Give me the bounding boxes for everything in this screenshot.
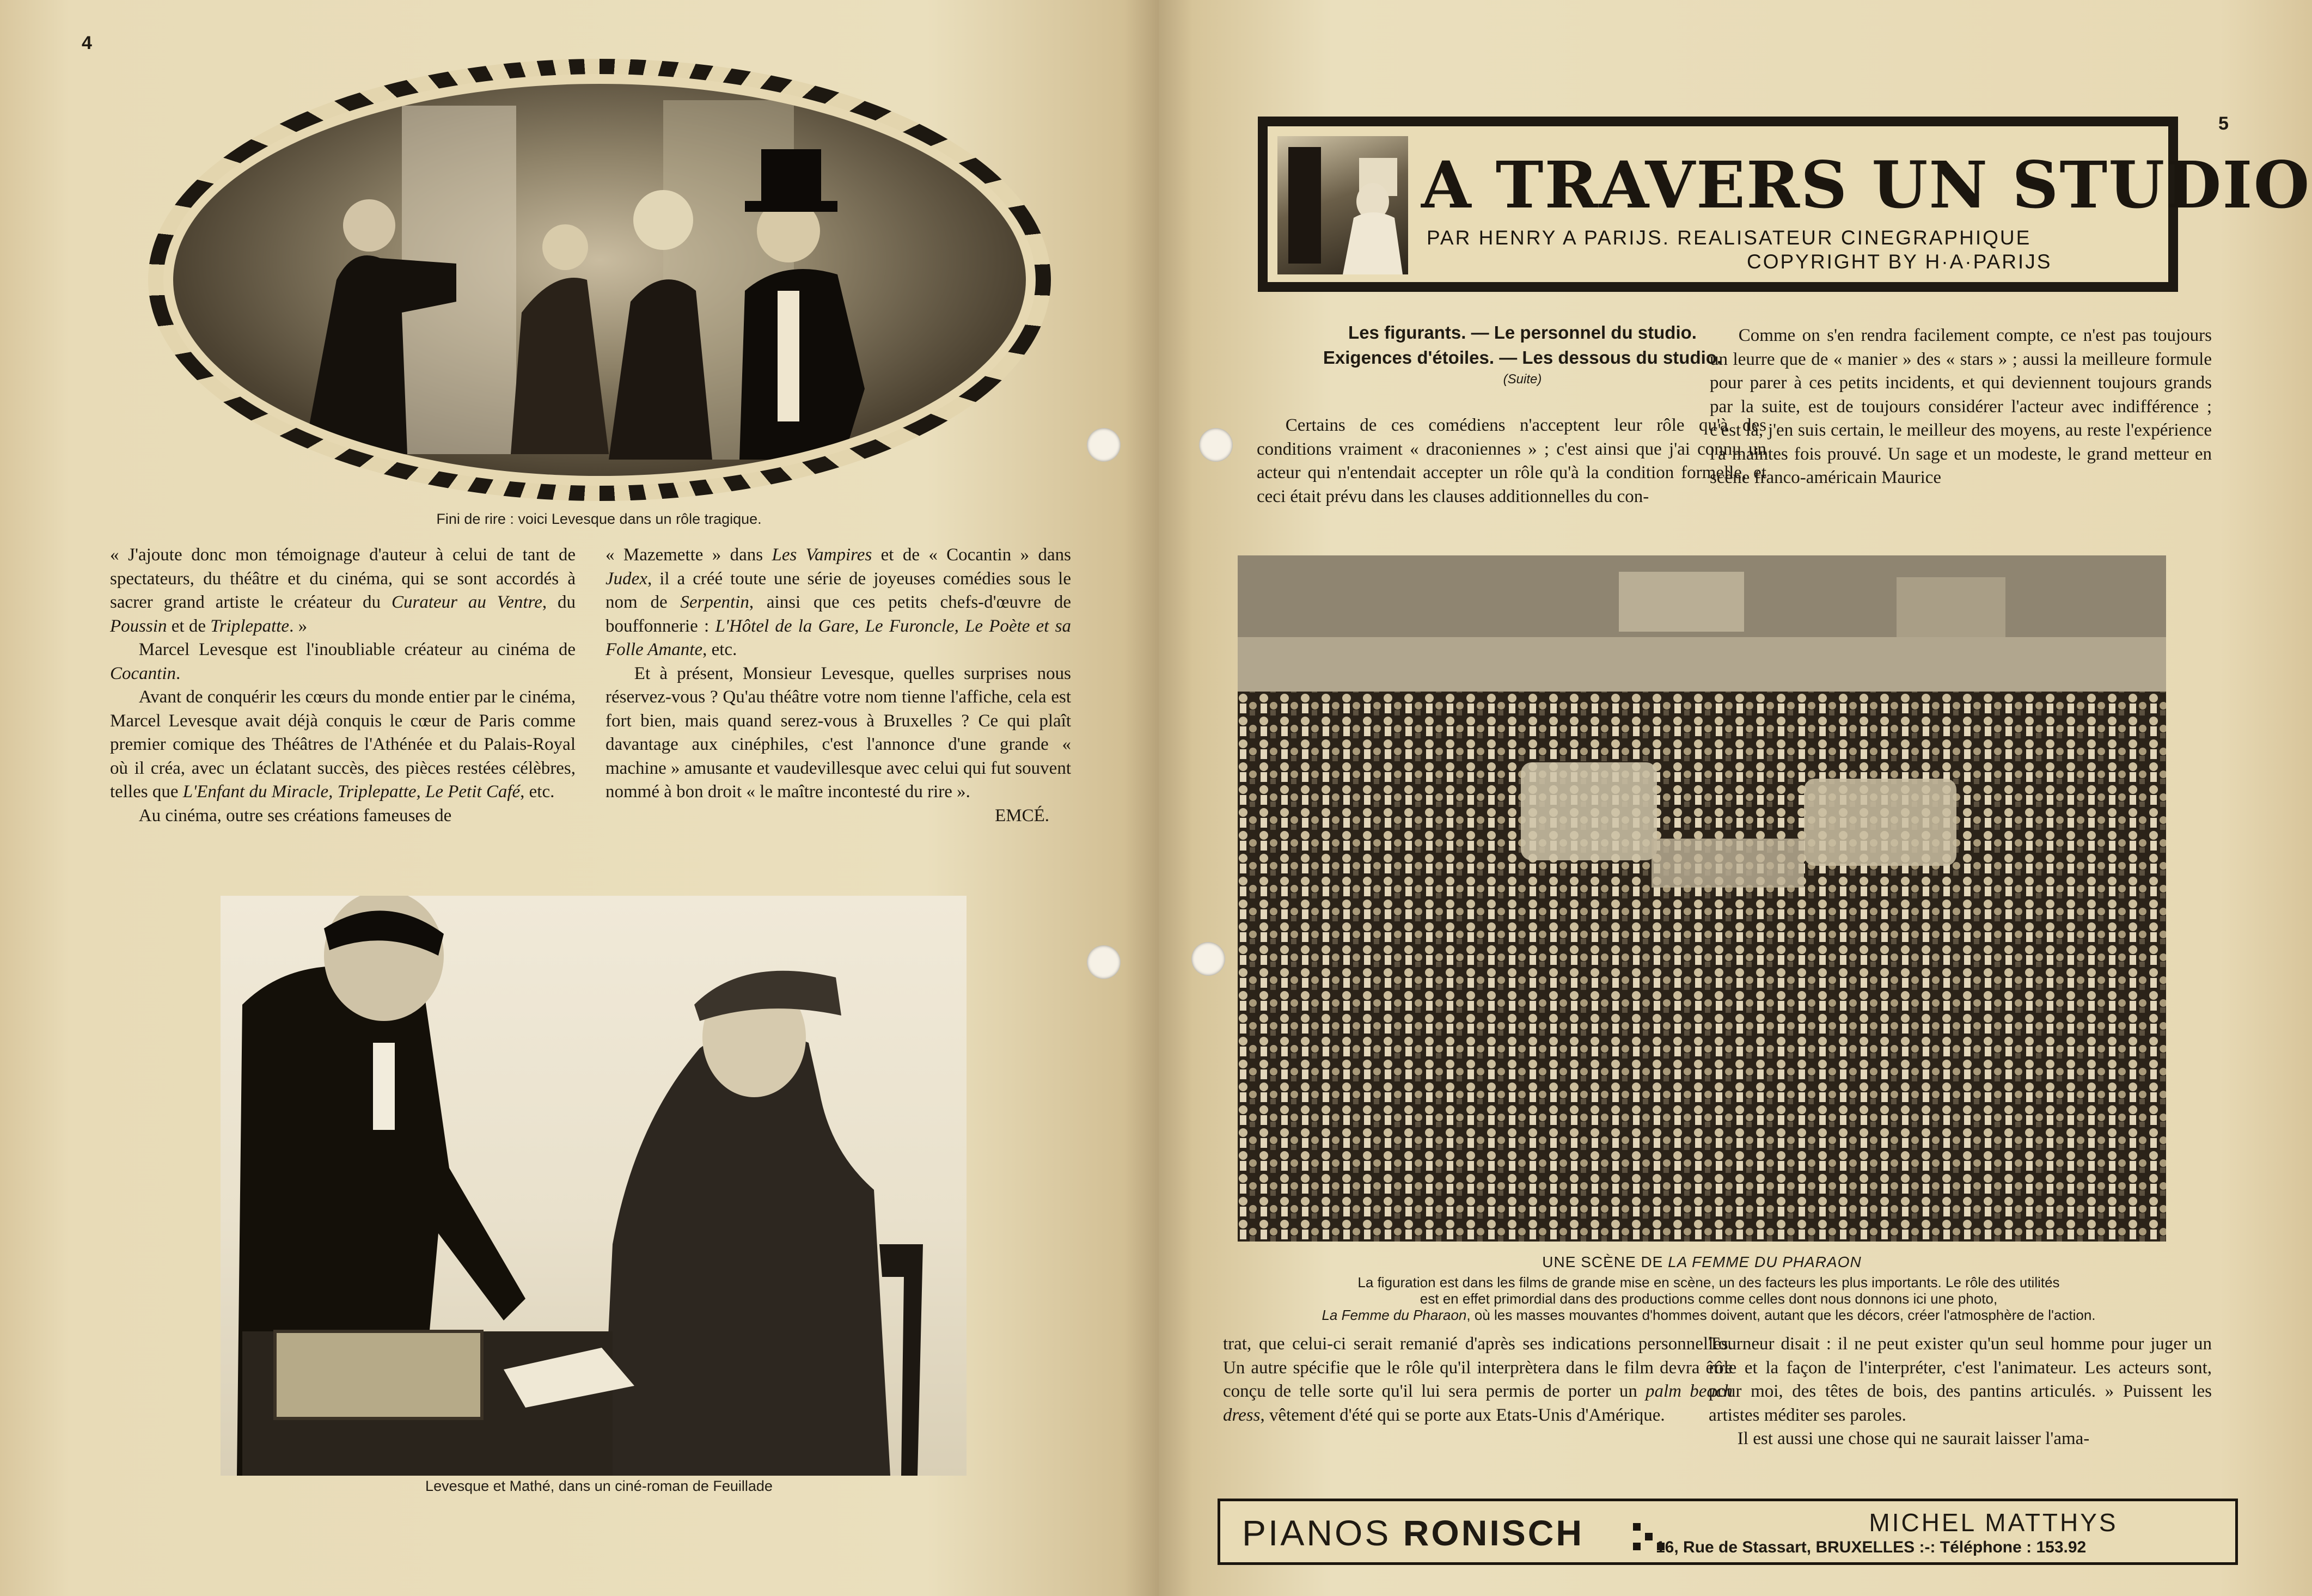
caption-line: La Femme du Pharaon, où les masses mouvantes d'hommes doivent, autant que les décors, créer l'atmosphère de l'action. [1322,1307,2096,1323]
photo1-caption: Fini de rire : voici Levesque dans un rôle tragique. [436,511,762,527]
left-column-1 [110,543,576,828]
binder-hole [1191,942,1225,976]
ad-brand: PIANOS RONISCH [1242,1513,1585,1553]
ad-dealer-name: MICHEL MATTHYS [1869,1508,2118,1537]
caption-line: est en effet primordial dans des productions comme celles dont nous donnons ici une photo, [1420,1291,1998,1307]
paragraph: trat, que celui-ci serait remanié d'après ses indications personnelles. Un autre spécifie que le rôle qu'il interprètera dans le film devra être conçu de telle sorte qu'il lui sera permis de porter un palm beach dress, vêtement d'été qui se porte aux Etats-Unis d'Amérique. [1223,1334,1733,1425]
page-number: 4 [82,33,92,53]
binder-hole [1087,945,1121,979]
ad-address: 16, Rue de Stassart, BRUXELLES :-: Téléphone : 153.92 [1656,1538,2087,1556]
right-column-2-top [1710,324,2212,490]
paragraph: Et à présent, Monsieur Levesque, quelles surprises nous réservez-vous ? Qu'au théâtre votre nom tienne l'affiche, cela est fort bien, mais quand serez-vous à Bruxelles ? Ce qui plaît davantage aux cinéphiles, c'est l'annonce d'une grande « machine » amusante et vaudevillesque avec celui qui fut souvent nommé à bon droit « le maître incontesté du rire ». [605,663,1071,802]
caption-line: La figuration est dans les films de grande mise en scène, un des facteurs les plus importants. Le rôle des utilités [1357,1274,2060,1291]
photo2-figures-illustration [221,896,967,1476]
paragraph: Avant de conquérir les cœurs du monde entier par le cinéma, Marcel Levesque avait déjà conquis le cœur de Paris comme premier comique des Théâtres de l'Athénée et du Palais-Royal où il créa, avec un éclatant succès, des pièces restées célèbres, telles que L'Enfant du Miracle, Triplepatte, Le Petit Café, etc. [110,687,576,802]
photo-caption-body [1213,1274,2204,1323]
banner-thumbnail [1277,136,1408,274]
photo-caption-title: UNE SCÈNE DE LA FEMME DU PHARAON [1542,1253,1862,1270]
right-column-1-top [1257,414,1766,509]
photo-levesque-mathe [221,896,967,1476]
paragraph: Il est aussi une chose qui ne saurait laisser l'ama- [1737,1429,2090,1448]
oval-photo-frame [148,59,1051,501]
paragraph: Marcel Levesque est l'inoubliable créateur au cinéma de Cocantin. [110,640,576,683]
section-headline [1256,320,1789,389]
article-banner [1258,117,2311,292]
photo2-caption: Levesque et Mathé, dans un ciné-roman de Feuillade [425,1478,773,1494]
headline-line: Les figurants. — Le personnel du studio. [1348,322,1697,343]
paragraph: Certains de ces comédiens n'acceptent leur rôle qu'à des conditions vraiment « draconiennes » ; c'est ainsi que j'ai connu un acteur qui n'entendait accepter un rôle qu'à la condition formelle, et ceci était prévu dans les clauses additionnelles du con- [1257,415,1766,506]
photo-figures-illustration [173,84,1026,476]
signature: EMCÉ. [995,805,1049,825]
paragraph: « Mazemette » dans Les Vampires et de « Cocantin » dans Judex, il a créé toute une série de joyeuses comédies sous le nom de Serpentin, ainsi que ces petits chefs-d'œuvre de bouffonnerie : L'Hôtel de la Gare, Le Furoncle, Le Poète et sa Folle Amante, etc. [605,545,1072,659]
right-column-2-bottom [1709,1332,2212,1451]
photo-levesque-tragic [173,84,1026,476]
paragraph: Tourneur disait : il ne peut exister qu'un seul homme pour juger un rôle et la façon de l'interpréter, c'est l'animateur. Les acteurs sont, pour moi, des têtes de bois, des pantins articulés. » Puissent les artistes méditer ses paroles. [1709,1334,2212,1425]
article-copyright: COPYRIGHT BY H·A·PARIJS [1747,250,2052,273]
thumbnail-illustration [1277,136,1408,274]
photo-femme-du-pharaon [1238,555,2166,1242]
left-column-2 [605,543,1071,828]
suite-label: (Suite) [1503,372,1542,387]
right-column-1-bottom [1223,1332,1733,1427]
paragraph: Comme on s'en rendra facilement compte, ce n'est pas toujours un leurre que de « manier » des « stars » ; aussi la meilleure formule pour parer à ces petits incidents, et qui deviennent toujours grands par la suite, est de toujours considérer l'acteur avec indifférence ; c'est là, j'en suis certain, le meilleur des moyens, au reste l'expérience l'a maintes fois prouvé. Un sage et un modeste, le grand metteur en scène franco-américain Maurice [1710,326,2212,487]
right-page [1159,0,2312,1596]
piano-advertisement [1218,1499,2238,1565]
headline-line: Exigences d'étoiles. — Les dessous du studio. [1323,347,1722,368]
crowd-illustration [1238,555,2166,1242]
page-number: 5 [2218,113,2229,134]
article-byline: PAR HENRY A PARIJS. REALISATEUR CINEGRAPHIQUE [1427,227,2032,249]
binder-hole [1199,428,1233,462]
binder-hole [1087,428,1121,462]
paragraph: « J'ajoute donc mon témoignage d'auteur à celui de tant de spectateurs, du théâtre et du cinéma, qui se sont accordés à sacrer grand artiste le créateur du Curateur au Ventre, du Poussin et de Triplepatte. » [110,545,576,636]
article-title: A TRAVERS UN STUDIO [1421,147,2311,223]
paragraph: Au cinéma, outre ses créations fameuses de [138,805,452,825]
